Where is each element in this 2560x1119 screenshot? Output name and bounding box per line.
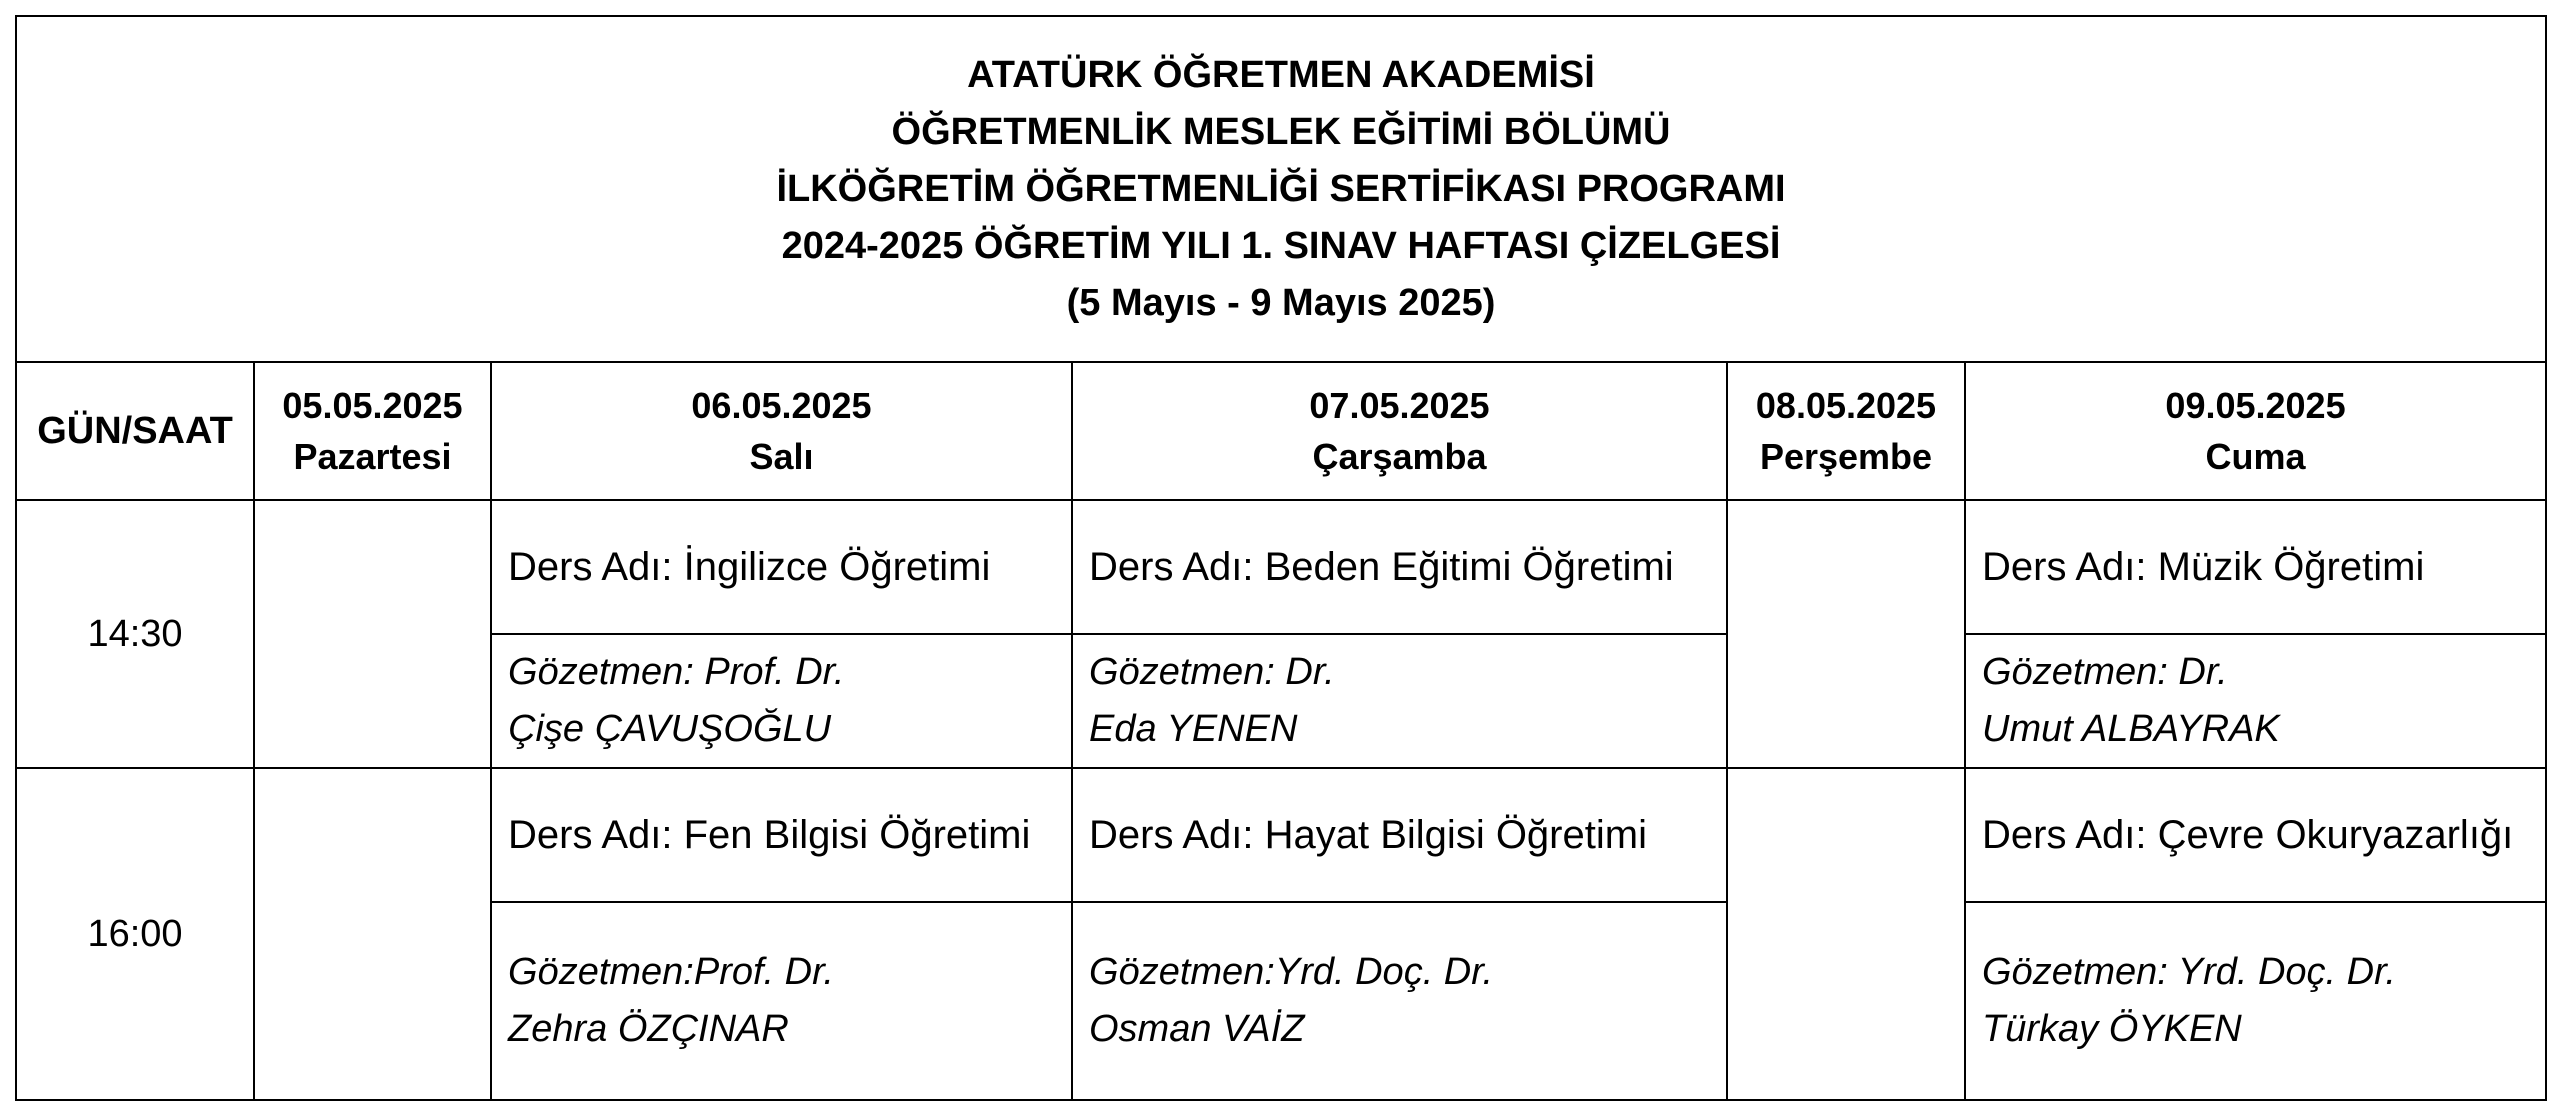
- column-header-monday: [254, 362, 491, 500]
- corner-header: GÜN/SAAT: [16, 362, 254, 500]
- time-slot-1430: 14:30: [16, 500, 254, 768]
- supervisor-friday-1430: [1965, 634, 2546, 768]
- column-day: Perşembe: [1759, 436, 1933, 477]
- supervisor-title: Gözetmen: Prof. Dr.: [508, 651, 845, 693]
- supervisor-tuesday-1600: [491, 902, 1072, 1100]
- title-line-program: İLKÖĞRETİM ÖĞRETMENLİĞİ SERTİFİKASI PROGRAMI: [776, 167, 1786, 210]
- empty-cell-monday-1600: [254, 768, 491, 1100]
- slot-1430-course-row: [16, 500, 2546, 634]
- document-title: [16, 16, 2546, 362]
- column-date: 06.05.2025: [691, 385, 872, 426]
- column-day: Salı: [749, 436, 814, 477]
- empty-cell-thursday-1430: [1727, 500, 1965, 768]
- column-day: Cuma: [2205, 436, 2306, 477]
- supervisor-name: Çişe ÇAVUŞOĞLU: [508, 708, 832, 750]
- title-line-academy: ATATÜRK ÖĞRETMEN AKADEMİSİ: [967, 53, 1595, 96]
- supervisor-wednesday-1430: [1072, 634, 1727, 768]
- column-date: 08.05.2025: [1755, 385, 1937, 426]
- header-row: [16, 362, 2546, 500]
- course-wednesday-1600: Ders Adı: Hayat Bilgisi Öğretimi: [1072, 768, 1727, 902]
- column-date: 05.05.2025: [282, 385, 463, 426]
- column-header-tuesday: [491, 362, 1072, 500]
- column-date: 09.05.2025: [2165, 385, 2346, 426]
- column-header-wednesday: [1072, 362, 1727, 500]
- supervisor-name: Eda YENEN: [1089, 708, 1298, 750]
- title-row: [16, 16, 2546, 362]
- course-friday-1430: Ders Adı: Müzik Öğretimi: [1965, 500, 2546, 634]
- title-line-department: ÖĞRETMENLİK MESLEK EĞİTİMİ BÖLÜMÜ: [891, 110, 1671, 153]
- column-day: Pazartesi: [293, 436, 452, 477]
- supervisor-title: Gözetmen:Prof. Dr.: [508, 951, 834, 993]
- title-line-schedule: 2024-2025 ÖĞRETİM YILI 1. SINAV HAFTASI ÇİZELGESİ: [781, 224, 1781, 267]
- supervisor-title: Gözetmen: Dr.: [1982, 651, 2228, 693]
- course-friday-1600: Ders Adı: Çevre Okuryazarlığı: [1965, 768, 2546, 902]
- column-header-friday: [1965, 362, 2546, 500]
- slot-1600-course-row: [16, 768, 2546, 902]
- empty-cell-monday-1430: [254, 500, 491, 768]
- exam-schedule-table: [15, 15, 2547, 1101]
- column-date: 07.05.2025: [1309, 385, 1490, 426]
- supervisor-name: Türkay ÖYKEN: [1982, 1008, 2242, 1050]
- course-tuesday-1430: Ders Adı: İngilizce Öğretimi: [491, 500, 1072, 634]
- column-day: Çarşamba: [1312, 436, 1487, 477]
- supervisor-friday-1600: [1965, 902, 2546, 1100]
- supervisor-name: Umut ALBAYRAK: [1982, 708, 2280, 750]
- supervisor-title: Gözetmen:Yrd. Doç. Dr.: [1089, 951, 1494, 993]
- column-header-thursday: [1727, 362, 1965, 500]
- course-tuesday-1600: Ders Adı: Fen Bilgisi Öğretimi: [491, 768, 1072, 902]
- supervisor-name: Osman VAİZ: [1089, 1008, 1305, 1050]
- supervisor-name: Zehra ÖZÇINAR: [508, 1008, 789, 1050]
- course-wednesday-1430: Ders Adı: Beden Eğitimi Öğretimi: [1072, 500, 1727, 634]
- supervisor-title: Gözetmen: Dr.: [1089, 651, 1335, 693]
- supervisor-title: Gözetmen: Yrd. Doç. Dr.: [1982, 951, 2396, 993]
- supervisor-tuesday-1430: [491, 634, 1072, 768]
- time-slot-1600: 16:00: [16, 768, 254, 1100]
- supervisor-wednesday-1600: [1072, 902, 1727, 1100]
- title-line-date-range: (5 Mayıs - 9 Mayıs 2025): [1066, 281, 1496, 324]
- empty-cell-thursday-1600: [1727, 768, 1965, 1100]
